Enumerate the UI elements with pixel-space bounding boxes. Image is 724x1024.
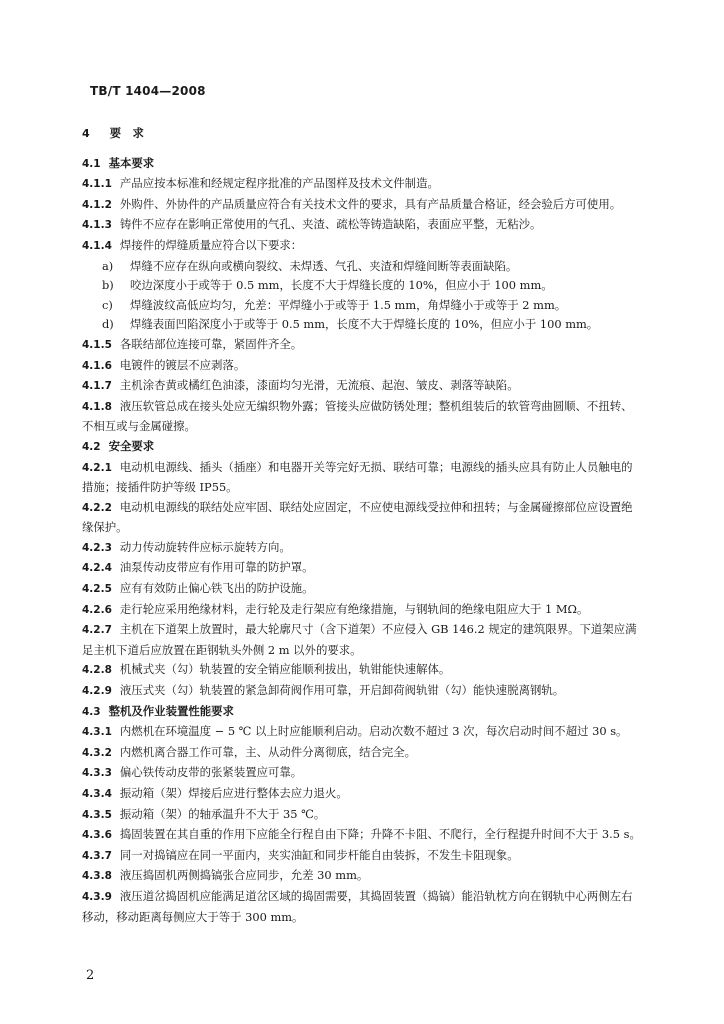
clause-text: 走行轮应采用绝缘材料，走行轮及走行架应有绝缘措施，与钢轨间的绝缘电阻应大于 1 MΩ。 — [119, 601, 589, 616]
clause-number: 4.2 — [82, 440, 101, 453]
clause-number: 4.3.8 — [82, 870, 112, 883]
clause-number: 4.3.7 — [82, 849, 112, 862]
clause-number: 4.3 — [82, 705, 101, 718]
clause-number: 4.1.6 — [82, 359, 112, 372]
clause-number: 4.3.2 — [82, 746, 112, 759]
clause — [82, 763, 642, 784]
clause-number: 4.2.4 — [82, 562, 112, 575]
clause-text: 焊缝表面凹陷深度小于或等于 0.5 mm，长度不大于焊缝长度的 10%，但应小于 100 mm。 — [130, 317, 599, 332]
clause — [82, 846, 642, 867]
clause — [82, 784, 642, 805]
clause-text: 主机在下道架上放置时，最大轮廓尺寸（含下道架）不应侵入 GB 146.2 规定的建筑限界。下道架应满足主机下道后应放置在距钢轨头外侧 2 m 以外的要求。 — [82, 622, 637, 657]
clause-number: 4.1.3 — [82, 219, 112, 232]
clause-text: 振动箱（架）焊接后应进行整体去应力退火。 — [119, 786, 348, 800]
clause-text: 电动机电源线、插头（插座）和电器开关等完好无损、联结可靠；电源线的插头应具有防止人员触电的措施；接插件防护等级 IP55。 — [82, 459, 633, 495]
clause-number: 4.3.5 — [82, 808, 112, 821]
clause — [82, 825, 642, 846]
clause-text: 动力传动旋转件应标示旋转方向。 — [119, 539, 291, 554]
clause — [82, 805, 642, 826]
clause-number: 4.1.4 — [82, 239, 112, 252]
clause — [82, 458, 642, 498]
clause-text: 焊缝不应存在纵向或横向裂纹、未焊透、气孔、夹渣和焊缝间断等表面缺陷。 — [130, 258, 518, 273]
clause — [82, 195, 642, 216]
clause-text: 铸件不应存在影响正常使用的气孔、夹渣、疏松等铸造缺陷，表面应平整，无粘沙。 — [119, 217, 542, 232]
clause-text: 焊接件的焊缝质量应符合以下要求： — [119, 237, 303, 252]
subsection-title: 基本要求 — [108, 155, 155, 170]
clause-number: 4.3.6 — [82, 829, 112, 842]
clause-text: 外购件、外协件的产品质量应符合有关技术文件的要求，具有产品质量合格证，经会验后方可使用。 — [119, 196, 622, 211]
clause-number: 4.2.7 — [82, 624, 112, 637]
clause — [82, 215, 642, 236]
section-title: 要 求 — [109, 126, 144, 140]
subsection-heading — [82, 154, 642, 175]
list-item — [82, 296, 642, 316]
clause-number: 4.2.2 — [82, 501, 112, 514]
clause — [82, 866, 642, 887]
item-label: d) — [102, 317, 114, 332]
clause-text: 油泵传动皮带应有作用可靠的防护罩。 — [119, 560, 314, 575]
page-number: 2 — [86, 968, 95, 983]
clause-text: 液压道岔捣固机应能满足道岔区域的捣固需要，其捣固装置（捣镐）能沿轨枕方向在钢轨中心两侧左右移动，移动距离每侧应大于等于 300 mm。 — [82, 888, 633, 924]
clause-text: 焊缝波纹高低应均匀，允差：平焊缝小于或等于 1.5 mm，角焊缝小于或等于 2 mm。 — [130, 297, 567, 312]
clause — [82, 558, 642, 579]
clause-text: 产品应按本标准和经规定程序批准的产品图样及技术文件制造。 — [119, 176, 439, 191]
clause-number: 4.3.9 — [82, 890, 112, 903]
clause — [82, 498, 642, 538]
clause-text: 偏心铁传动皮带的张紧装置应可靠。 — [119, 765, 303, 780]
clause — [82, 538, 642, 559]
clause-text: 电动机电源线的联结处应牢固、联结处应固定，不应使电源线受拉伸和扭转；与金属碰擦部位应设置绝缘保护。 — [82, 499, 633, 535]
list-item — [82, 257, 642, 277]
clause-text: 内燃机在环境温度 − 5 ℃ 以上时应能顺利启动。启动次数不超过 3 次，每次启动时间不超过 30 s。 — [119, 724, 628, 739]
clause — [82, 397, 642, 437]
clause-text: 内燃机离合器工作可靠，主、从动件分离彻底，结合完全。 — [119, 744, 417, 759]
clause — [82, 743, 642, 764]
clause-text: 机械式夹（勾）轨装置的安全销应能顺利拔出，轨钳能快速解体。 — [119, 662, 451, 677]
clause — [82, 376, 642, 397]
list-item — [82, 315, 642, 335]
clause-text: 主机涂杏黄或橘红色油漆，漆面均匀光滑，无流痕、起泡、皱皮、剥落等缺陷。 — [119, 378, 519, 393]
document-body — [82, 124, 642, 927]
standard-code-header: TB/T 1404—2008 — [90, 84, 206, 98]
clause — [82, 681, 642, 702]
clause-number: 4.2.8 — [82, 664, 112, 677]
clause-number: 4.1.7 — [82, 380, 112, 393]
clause — [82, 174, 642, 195]
clause-text: 捣固装置在其自重的作用下应能全行程自由下降；升降不卡阻、不爬行，全行程提升时间不大于 3.5 s。 — [119, 827, 641, 842]
clause — [82, 236, 642, 257]
clause-number: 4.2.1 — [82, 461, 112, 474]
clause-text: 液压捣固机两侧捣镐张合应同步，允差 30 mm。 — [119, 868, 369, 883]
subsection-heading — [82, 702, 642, 723]
clause-number: 4.1.5 — [82, 338, 112, 351]
item-label: a) — [102, 258, 114, 273]
clause — [82, 579, 642, 600]
item-label: c) — [102, 297, 113, 312]
clause-text: 振动箱（架）的轴承温升不大于 35 ℃。 — [119, 806, 326, 821]
clause-text: 液压软管总成在接头处应无编织物外露；管接头应做防锈处理；整机组装后的软管弯曲圆顺、不扭转、不相互或与金属碰擦。 — [82, 398, 633, 434]
clause-text: 液压式夹（勾）轨装置的紧急卸荷阀作用可靠，开启卸荷阀轨钳（勾）能快速脱离钢轨。 — [119, 683, 565, 698]
subsection-title: 整机及作业装置性能要求 — [108, 703, 234, 718]
subsection-heading — [82, 437, 642, 458]
clause-number: 4.1.1 — [82, 178, 112, 191]
clause — [82, 600, 642, 621]
clause — [82, 335, 642, 356]
clause-number: 4.2.5 — [82, 583, 112, 596]
clause-text: 应有有效防止偏心铁飞出的防护设施。 — [119, 581, 314, 596]
clause — [82, 620, 642, 660]
item-label: b) — [102, 278, 114, 293]
clause-number: 4.3.1 — [82, 726, 112, 739]
clause-list — [82, 154, 642, 928]
clause-text: 电镀件的镀层不应剥落。 — [119, 357, 246, 372]
clause — [82, 660, 642, 681]
clause — [82, 722, 642, 743]
list-item — [82, 276, 642, 296]
clause-number: 4.2.6 — [82, 603, 112, 616]
clause-number: 4.1 — [82, 157, 101, 170]
clause-number: 4.3.4 — [82, 788, 112, 800]
clause-number: 4.1.2 — [82, 198, 112, 211]
subsection-title: 安全要求 — [108, 438, 155, 453]
clause-number: 4.2.9 — [82, 685, 112, 698]
clause-number: 4.2.3 — [82, 541, 112, 554]
clause-text: 同一对捣镐应在同一平面内，夹实油缸和同步杆能自由装拆，不发生卡阻现象。 — [119, 847, 519, 862]
section-number: 4 — [82, 127, 90, 140]
clause-text: 各联结部位连接可靠，紧固件齐全。 — [119, 336, 303, 351]
clause-number: 4.1.8 — [82, 400, 112, 413]
clause — [82, 356, 642, 377]
clause-number: 4.3.3 — [82, 767, 112, 780]
clause — [82, 887, 642, 927]
clause-text: 咬边深度小于或等于 0.5 mm，长度不大于焊缝长度的 10%，但应小于 100 mm。 — [130, 278, 553, 293]
section-heading — [82, 124, 642, 144]
